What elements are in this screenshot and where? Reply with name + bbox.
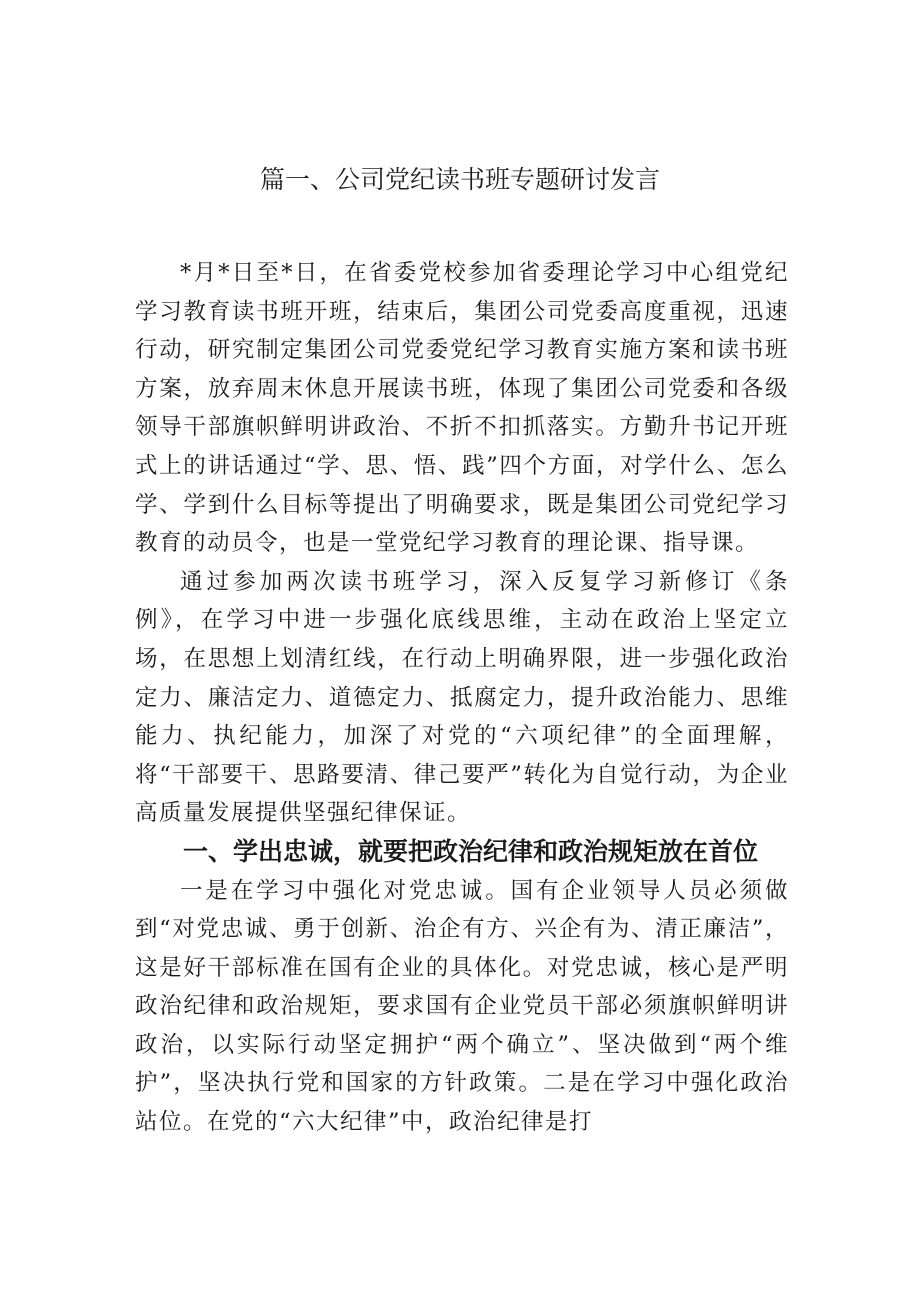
paragraph-1: *月*日至*日，在省委党校参加省委理论学习中心组党纪学习教育读书班开班，结束后，集团公司党委高度重视，迅速行动，研究制定集团公司党委党纪学习教育实施方案和读书班方案，放弃周末休息开展读书班，体现了集团公司党委和各级领导干部旗帜鲜明讲政治、不折不扣抓落实。方勤升书记开班式上的讲话通过“学、思、悟、践”四个方面，对学什么、怎么学、学到什么目标等提出了明确要求，既是集团公司党纪学习教育的动员令，也是一堂党纪学习教育的理论课、指导课。 [135,260,789,557]
document-body [135,254,789,1142]
section-paragraph: 一是在学习中强化对党忠诚。国有企业领导人员必须做到“对党忠诚、勇于创新、治企有方、兴企有为、清正廉洁”，这是好干部标准在国有企业的具体化。对党忠诚，核心是严明政治纪律和政治规矩，要求国有企业党员干部必须旗帜鲜明讲政治，以实际行动坚定拥护“两个确立”、坚决做到“两个维护”，坚决执行党和国家的方针政策。二是在学习中强化政治站位。在党的“六大纪律”中，政治纪律是打 [135,877,789,1136]
paragraph-2: 通过参加两次读书班学习，深入反复学习新修订《条例》，在学习中进一步强化底线思维，主动在政治上坚定立场，在思想上划清红线，在行动上明确界限，进一步强化政治定力、廉洁定力、道德定力、抵腐定力，提升政治能力、思维能力、执纪能力，加深了对党的“六项纪律”的全面理解，将“干部要干、思路要清、律己要严”转化为自觉行动，为企业高质量发展提供坚强纪律保证。 [135,568,789,827]
document-title: 篇一、公司党纪读书班专题研讨发言 [259,165,660,194]
section-heading: 一、学出忠诚，就要把政治纪律和政治规矩放在首位 [183,836,759,866]
